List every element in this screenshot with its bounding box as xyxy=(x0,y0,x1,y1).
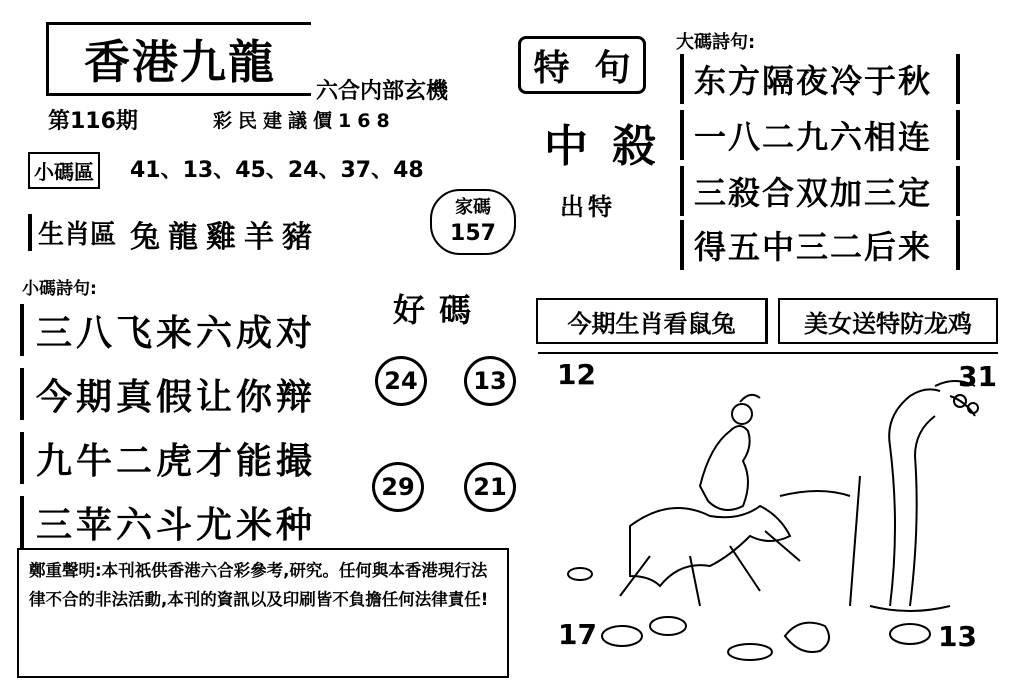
book-icon xyxy=(518,36,646,94)
tree-drawing xyxy=(850,381,978,611)
good-number: 24 xyxy=(375,356,427,406)
big-poem-line: 一八二九六相连 xyxy=(680,110,960,160)
ground-drawing xyxy=(568,568,930,660)
disclaimer: 鄭重聲明:本刊祇供香港六合彩參考,研究。任何與本香港現行法律不合的非法活動,本刊的資訊以及印刷皆不負擔任何法律責任! xyxy=(17,548,509,678)
picture-number: 17 xyxy=(558,618,597,651)
this-issue-zodiac: 今期生肖看鼠兔 xyxy=(536,298,768,344)
big-poem-line: 东方隔夜冷于秋 xyxy=(680,54,960,104)
small-code-numbers: 41、13、45、24、37、48 xyxy=(130,158,424,183)
zodiac-values: 兔龍雞羊豬 xyxy=(130,220,320,255)
small-code-label: 小碼區 xyxy=(28,152,100,189)
out-special-text: 出特 xyxy=(560,193,616,221)
small-poem-title: 小碼詩句: xyxy=(22,279,97,299)
good-numbers-title: 好碼 xyxy=(393,291,486,329)
good-number: 29 xyxy=(372,462,424,512)
subtitle: 六合内部玄機 xyxy=(316,79,449,104)
book-right-char: 句 xyxy=(594,47,631,89)
good-number: 21 xyxy=(464,462,516,512)
special-tip: 美女送特防龙鸡 xyxy=(778,298,998,344)
small-poem-line: 三苹六斗尤米种 xyxy=(20,496,338,548)
picture-number: 12 xyxy=(557,358,596,391)
horse-rider-drawing xyxy=(620,395,850,606)
issue-number: 第116期 xyxy=(48,109,138,134)
price-text: 彩民建議價168 xyxy=(213,110,396,132)
small-poem-line: 今期真假让你辩 xyxy=(20,368,338,420)
big-poem-line: 得五中三二后来 xyxy=(680,220,960,270)
big-poem-line: 三殺合双加三定 xyxy=(680,166,960,216)
page-title: 香港九龍 xyxy=(46,22,311,96)
book-left-char: 特 xyxy=(533,47,570,89)
family-code-badge xyxy=(430,189,516,255)
zodiac-label: 生肖區 xyxy=(28,214,116,251)
divider xyxy=(538,352,998,354)
big-poem-title: 大碼詩句: xyxy=(676,32,756,53)
picture-number: 13 xyxy=(938,620,977,653)
kill-text: 中殺 xyxy=(544,121,680,172)
family-code-label: 家碼 xyxy=(455,197,491,218)
good-number: 13 xyxy=(464,356,516,406)
small-poem-line: 九牛二虎才能撮 xyxy=(20,432,338,484)
family-code-value: 157 xyxy=(450,221,496,246)
small-poem-line: 三八飞来六成对 xyxy=(20,304,338,356)
picture-number: 31 xyxy=(958,360,997,393)
